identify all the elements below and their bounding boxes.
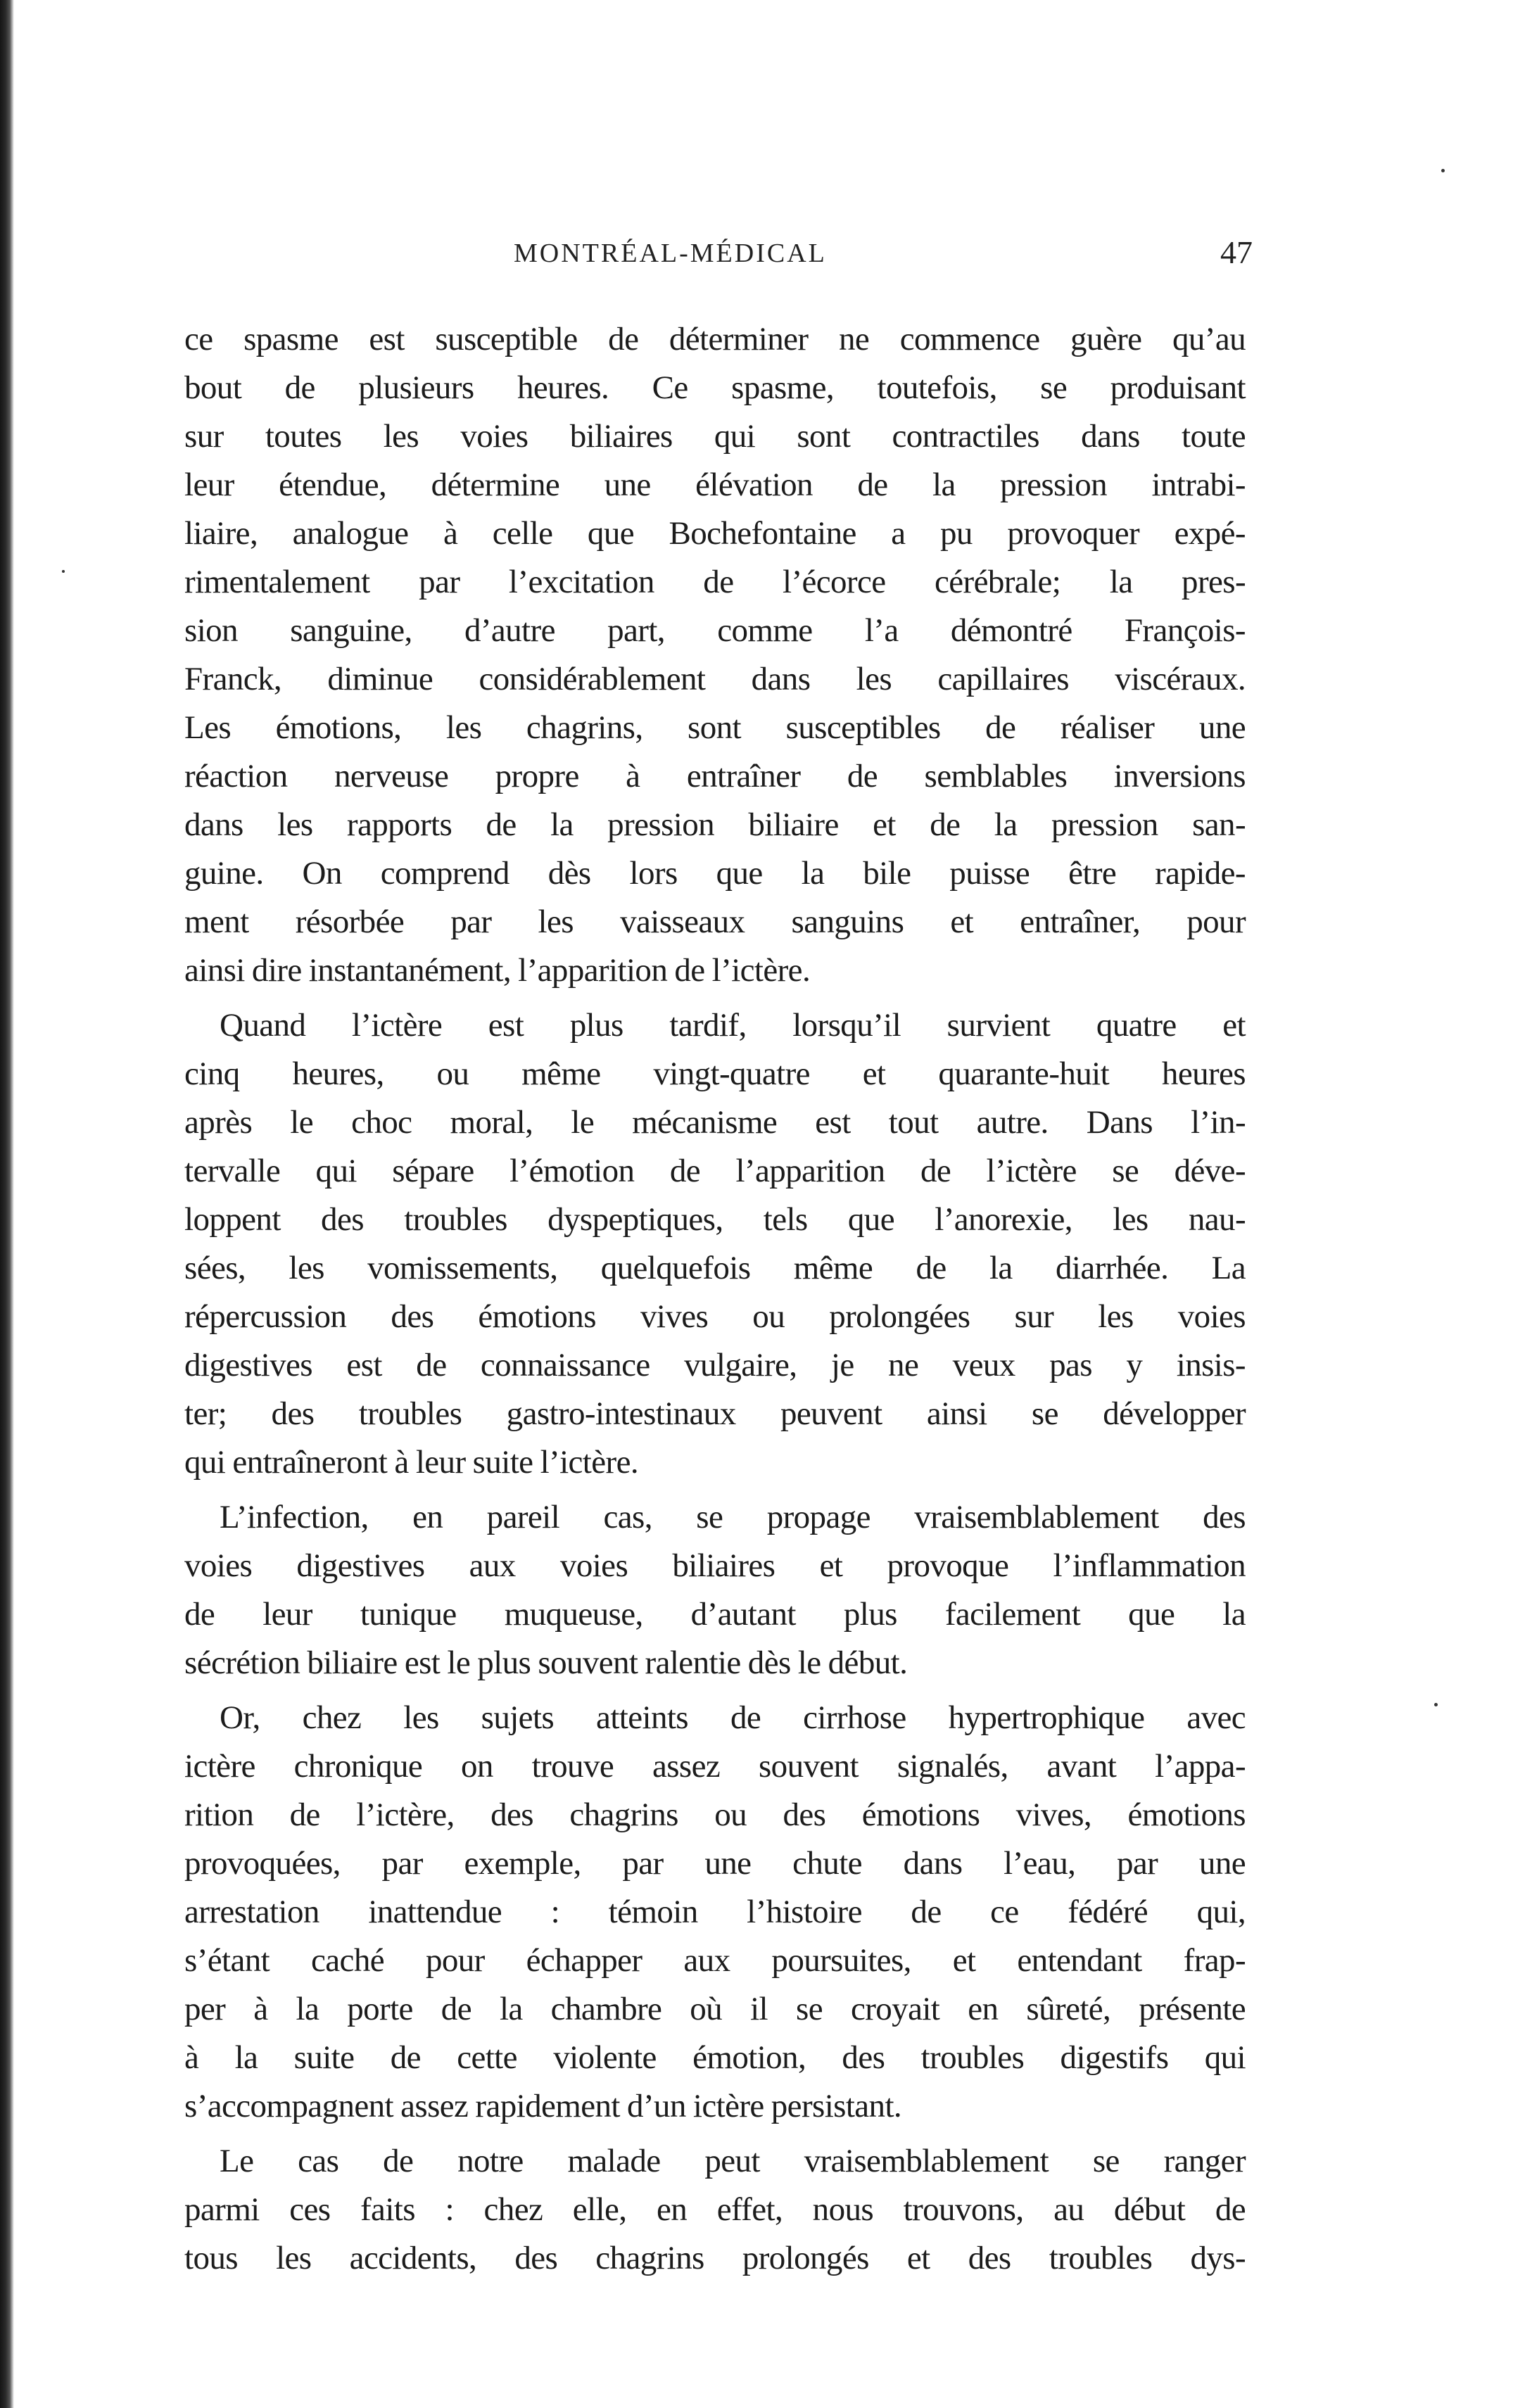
text-line: ter; des troubles gastro-intestinaux peuvent ainsi se développer [184, 1395, 1246, 1432]
body-text [184, 315, 1246, 2283]
paragraph-2-continued [184, 1050, 1246, 1487]
paragraph-5-continued [184, 2186, 1246, 2283]
running-title: MONTRÉAL-MÉDICAL [514, 239, 827, 268]
text-line: L’infection, en pareil cas, se propage vraisemblablement des [220, 1499, 1246, 1535]
text-line: s’accompagnent assez rapidement d’un ictère persistant. [184, 2088, 902, 2124]
text-line: réaction nerveuse propre à entraîner de semblables inversions [184, 758, 1246, 794]
text-line: Les émotions, les chagrins, sont susceptibles de réaliser une [184, 709, 1246, 746]
paragraph-4-continued [184, 1742, 1246, 2131]
text-line: rimentalement par l’excitation de l’écorce cérébrale; la pres- [184, 564, 1246, 600]
text-line: ainsi dire instantanément, l’apparition de l’ictère. [184, 952, 811, 989]
text-line: guine. On comprend dès lors que la bile puisse être rapide- [184, 855, 1246, 892]
scan-speck [1434, 1703, 1438, 1706]
text-line: tous les accidents, des chagrins prolongés et des troubles dys- [184, 2240, 1246, 2276]
scan-speck [62, 570, 65, 573]
text-line: loppent des troubles dyspeptiques, tels que l’anorexie, les nau- [184, 1201, 1246, 1238]
paragraph-4 [184, 1694, 1246, 1742]
text-line: sécrétion biliaire est le plus souvent ralentie dès le début. [184, 1645, 908, 1681]
text-line: sion sanguine, d’autre part, comme l’a démontré François- [184, 612, 1246, 649]
page-header [514, 234, 1253, 280]
paragraph-3-continued [184, 1542, 1246, 1687]
text-line: sées, les vomissements, quelquefois même de la diarrhée. La [184, 1250, 1246, 1286]
text-line: liaire, analogue à celle que Bochefontaine a pu provoquer expé- [184, 515, 1246, 552]
text-line: sur toutes les voies biliaires qui sont contractiles dans toute [184, 418, 1246, 455]
text-line: tervalle qui sépare l’émotion de l’apparition de l’ictère se déve- [184, 1153, 1246, 1189]
text-line: parmi ces faits : chez elle, en effet, nous trouvons, au début de [184, 2191, 1246, 2228]
scan-binding-edge [0, 0, 14, 2408]
text-line: ictère chronique on trouve assez souvent signalés, avant l’appa- [184, 1748, 1246, 1785]
text-line: ce spasme est susceptible de déterminer ne commence guère qu’au [184, 321, 1246, 357]
text-line: per à la porte de la chambre où il se croyait en sûreté, présente [184, 1991, 1246, 2027]
text-line: arrestation inattendue : témoin l’histoire de ce fédéré qui, [184, 1894, 1246, 1930]
text-line: Or, chez les sujets atteints de cirrhose hypertrophique avec [220, 1699, 1246, 1736]
text-line: Franck, diminue considérablement dans les capillaires viscéraux. [184, 661, 1246, 697]
page-number: 47 [1220, 234, 1253, 270]
paragraph-2 [184, 1001, 1246, 1050]
text-line: voies digestives aux voies biliaires et provoque l’inflammation [184, 1547, 1246, 1584]
text-line: ment résorbée par les vaisseaux sanguins et entraîner, pour [184, 904, 1246, 940]
text-line: de leur tunique muqueuse, d’autant plus facilement que la [184, 1596, 1246, 1633]
text-line: bout de plusieurs heures. Ce spasme, toutefois, se produisant [184, 369, 1246, 406]
text-line: après le choc moral, le mécanisme est tout autre. Dans l’in- [184, 1104, 1246, 1141]
text-line: rition de l’ictère, des chagrins ou des émotions vives, émotions [184, 1797, 1246, 1833]
text-line: qui entraîneront à leur suite l’ictère. [184, 1444, 638, 1481]
text-line: dans les rapports de la pression biliaire et de la pression san- [184, 806, 1246, 843]
text-line: leur étendue, détermine une élévation de la pression intrabi- [184, 467, 1246, 503]
paragraph-5 [184, 2137, 1246, 2186]
text-line: à la suite de cette violente émotion, des troubles digestifs qui [184, 2039, 1246, 2076]
text-line: s’étant caché pour échapper aux poursuites, et entendant frap- [184, 1942, 1246, 1979]
text-line: cinq heures, ou même vingt-quatre et quarante-huit heures [184, 1056, 1246, 1092]
text-line: digestives est de connaissance vulgaire, je ne veux pas y insis- [184, 1347, 1246, 1383]
paragraph-3 [184, 1493, 1246, 1542]
scan-speck [1441, 169, 1445, 172]
paragraph-1 [184, 315, 1246, 995]
text-line: Quand l’ictère est plus tardif, lorsqu’il survient quatre et [220, 1007, 1246, 1044]
text-line: provoquées, par exemple, par une chute dans l’eau, par une [184, 1845, 1246, 1882]
text-line: répercussion des émotions vives ou prolongées sur les voies [184, 1298, 1246, 1335]
text-line: Le cas de notre malade peut vraisemblablement se ranger [220, 2143, 1246, 2179]
